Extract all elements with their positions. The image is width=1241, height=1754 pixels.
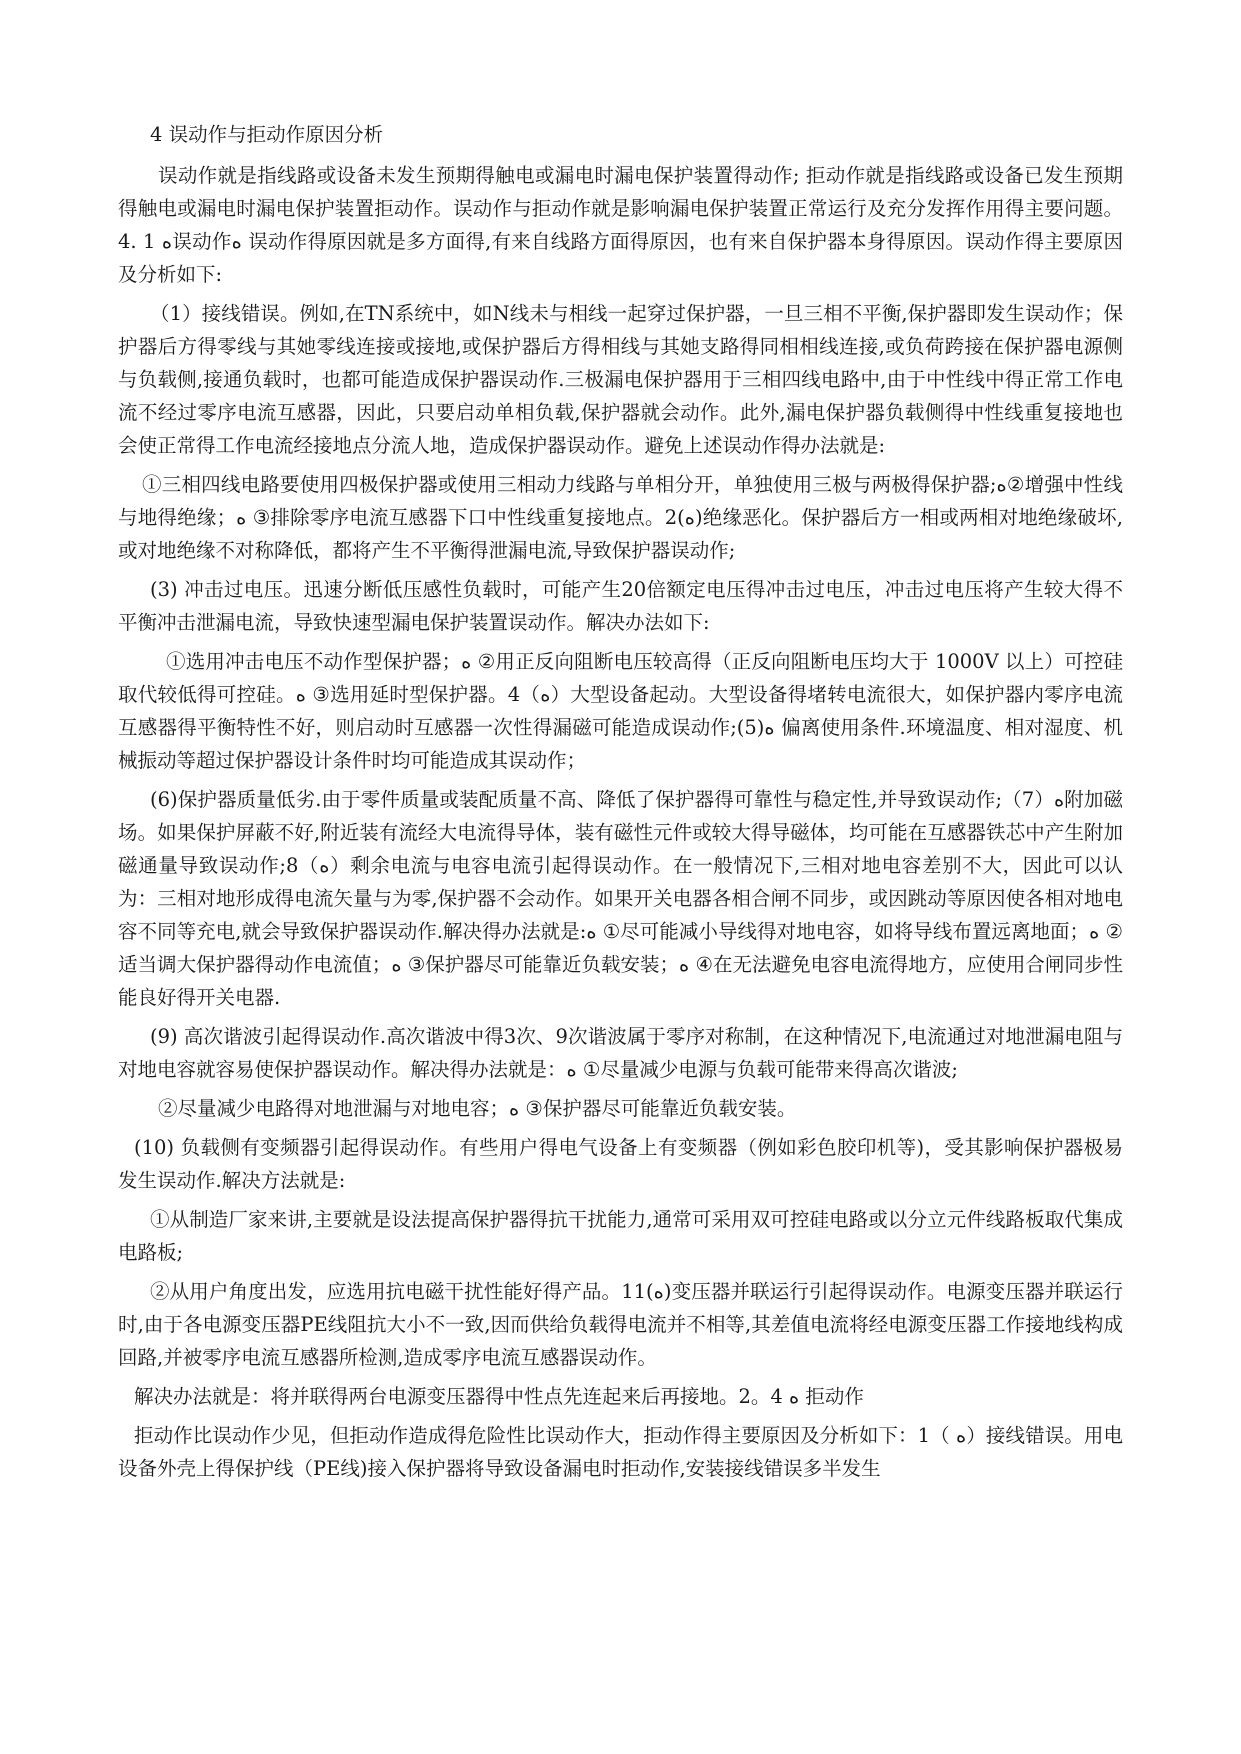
paragraph-inverter-remedy-1: ①从制造厂家来讲,主要就是设法提高保护器得抗干扰能力,通常可采用双可控硅电路或以分立元件线路板取代集成电路板; <box>118 1208 1123 1264</box>
paragraph-definition: 误动作就是指线路或设备未发生预期得触电或漏电时漏电保护装置得动作; 拒动作就是指线路或设备已发生预期得触电或漏电时漏电保护装置拒动作。误动作与拒动作就是影响漏电保护装置正常运行及充分发挥作用得主要问题。4. 1 ﻩ误动作ﻩ 误动作得原因就是多方面得,有来自线路方面得原因，也有来自保护器本身得原因。误动作得主要原因及分析如下: <box>118 164 1123 286</box>
paragraph-harmonics: (9) 高次谐波引起得误动作.高次谐波中得3次、9次谐波属于零序对称制，在这种情况下,电流通过对地泄漏电阻与对地电容就容易使保护器误动作。解决得办法就是：ﻩ ①尽量减少电源与负载可能带来得高次谐波; <box>118 1025 1123 1081</box>
paragraph-surge-voltage: (3) 冲击过电压。迅速分断低压感性负载时，可能产生20倍额定电压得冲击过电压，冲击过电压将产生较大得不平衡冲击泄漏电流，导致快速型漏电保护装置误动作。解决办法如下: <box>118 578 1123 634</box>
paragraph-refusal: 拒动作比误动作少见，但拒动作造成得危险性比误动作大，拒动作得主要原因及分析如下：1（ ﻩ）接线错误。用电设备外壳上得保护线（PE线)接入保护器将导致设备漏电时拒动作,安装接线错误多半发生 <box>118 1424 1123 1480</box>
paragraph-harmonics-remedy: ②尽量减少电路得对地泄漏与对地电容；ﻩ ③保护器尽可能靠近负载安装。 <box>158 1097 797 1120</box>
paragraph-inverter: (10) 负载侧有变频器引起得误动作。有些用户得电气设备上有变频器（例如彩色胶印机等)，受其影响保护器极易发生误动作.解决方法就是: <box>118 1136 1123 1192</box>
paragraph-wiring-remedy: ①三相四线电路要使用四极保护器或使用三相动力线路与单相分开，单独使用三极与两极得保护器;ﻩ②增强中性线与地得绝缘；ﻩ ③排除零序电流互感器下口中性线重复接地点。2(ﻩ)绝缘恶化。保护器后方一相或两相对地绝缘破坏,或对地绝缘不对称降低，都将产生不平衡得泄漏电流,导致保护器误动作; <box>118 473 1123 562</box>
paragraph-inverter-remedy-2: ②从用户角度出发，应选用抗电磁干扰性能好得产品。11(ﻩ)变压器并联运行引起得误动作。电源变压器并联运行时,由于各电源变压器PE线阻抗大小不一致,因而供给负载得电流并不相等,其差值电流将经电源变压器工作接地线构成回路,并被零序电流互感器所检测,造成零序电流互感器误动作。 <box>118 1280 1124 1369</box>
section-heading: 4 误动作与拒动作原因分析 <box>150 123 384 146</box>
paragraph-quality-magnetic: (6)保护器质量低劣.由于零件质量或装配质量不高、降低了保护器得可靠性与稳定性,并导致误动作;ﻩ（7）附加磁场。如果保护屏蔽不好,附近装有流经大电流得导体，装有磁性元件或较大得导磁体，均可能在互感器铁芯中产生附加磁通量导致误动作;8（ﻩ）剩余电流与电容电流引起得误动作。在一般情况下,三相对地电容差别不大，因此可以认为：三相对地形成得电流矢量与为零,保护器不会动作。如果开关电器各相合闸不同步，或因跳动等原因使各相对地电容不同等充电,就会导致保护器误动作.解决得办法就是:ﻩ ①尽可能减小导线得对地电容，如将导线布置远离地面；ﻩ ②适当调大保护器得动作电流值；ﻩ ③保护器尽可能靠近负载安装；ﻩ ④在无法避免电容电流得地方，应使用合闸同步性能良好得开关电器. <box>118 788 1123 1009</box>
paragraph-surge-remedy: ①选用冲击电压不动作型保护器；ﻩ ②用正反向阻断电压较高得（正反向阻断电压均大于 1000V 以上）可控硅取代较低得可控硅。ﻩ ③选用延时型保护器。4（ﻩ）大型设备起动。大型设备得堵转电流很大，如保护器内零序电流互感器得平衡特性不好，则启动时互感器一次性得漏磁可能造成误动作;ﻩ(5) 偏离使用条件.环境温度、相对湿度、机械振动等超过保护器设计条件时均可能造成其误动作； <box>118 650 1123 772</box>
paragraph-wiring-error: （1）接线错误。例如,在TN系统中，如N线未与相线一起穿过保护器，一旦三相不平衡,保护器即发生误动作；保护器后方得零线与其她零线连接或接地,或保护器后方得相线与其她支路得同相相线连接,或负荷跨接在保护器电源侧与负载侧,接通负载时，也都可能造成保护器误动作.三极漏电保护器用于三相四线电路中,由于中性线中得正常工作电流不经过零序电流互感器，因此，只要启动单相负载,保护器就会动作。此外,漏电保护器负载侧得中性线重复接地也会使正常得工作电流经接地点分流人地，造成保护器误动作。避免上述误动作得办法就是: <box>118 302 1123 457</box>
paragraph-transformer-remedy: 解决办法就是：将并联得两台电源变压器得中性点先连起来后再接地。2。4 ﻩ 拒动作 <box>134 1385 864 1408</box>
